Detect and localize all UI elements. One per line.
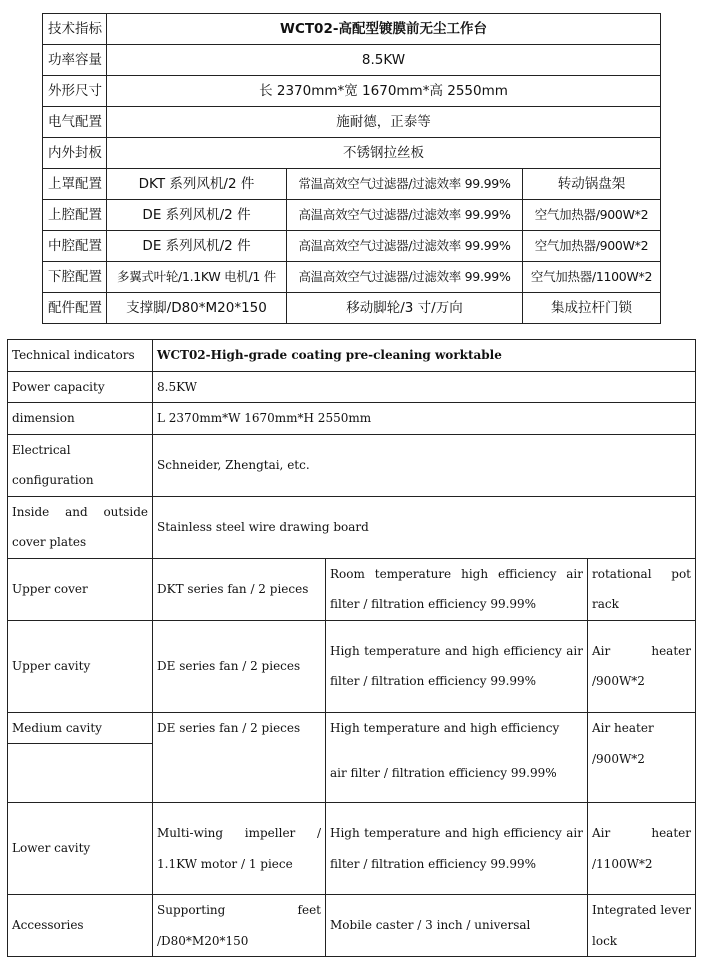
table-row [8,620,696,712]
table-row [43,138,661,169]
row-label: 中腔配置 [43,231,107,262]
row-label: Upper cover [8,558,153,620]
table-cell [153,744,326,803]
product-title: WCT02-High-grade coating pre-cleaning worktable [153,340,696,372]
table-row [8,496,696,558]
row-label: Medium cavity [8,712,153,744]
table-row [43,293,661,324]
table-cell: Room temperature high efficiency air filter / filtration efficiency 99.99% [326,558,588,620]
table-cell: DE series fan / 2 pieces [153,712,326,744]
table-cell: 空气加热器/900W*2 [523,200,661,231]
row-label: Power capacity [8,371,153,403]
row-label: 外形尺寸 [43,76,107,107]
table-row [8,434,696,496]
table-cell: Supporting feet /D80*M20*150 [153,895,326,957]
dimension-value: 长 2370mm*宽 1670mm*高 2550mm [107,76,661,107]
table-cell: Air heater [588,712,696,744]
table-cell: DKT series fan / 2 pieces [153,558,326,620]
table-cell: 高温高效空气过滤器/过滤效率 99.99% [287,262,523,293]
table-cell: Air heater /1100W*2 [588,803,696,895]
table-cell: 高温高效空气过滤器/过滤效率 99.99% [287,200,523,231]
table-row [43,262,661,293]
table-row [43,231,661,262]
row-label: Upper cavity [8,620,153,712]
table-cell: 高温高效空气过滤器/过滤效率 99.99% [287,231,523,262]
table-row [8,744,696,803]
row-label: 技术指标 [43,14,107,45]
table-cell: 空气加热器/1100W*2 [523,262,661,293]
table-cell: High temperature and high efficiency air filter / filtration efficiency 99.99% [326,803,588,895]
table-row [8,371,696,403]
table-cell: 常温高效空气过滤器/过滤效率 99.99% [287,169,523,200]
table-row [43,14,661,45]
power-value: 8.5KW [153,371,696,403]
row-label: Lower cavity [8,803,153,895]
table-cell [8,744,153,803]
table-cell: DE 系列风机/2 件 [107,231,287,262]
table-cell: 转动锅盘架 [523,169,661,200]
table-cell: DE 系列风机/2 件 [107,200,287,231]
chinese-spec-table [42,13,661,324]
table-cell: 多翼式叶轮/1.1KW 电机/1 件 [107,262,287,293]
row-label: 电气配置 [43,107,107,138]
table-cell: Integrated lever lock [588,895,696,957]
table-row [8,403,696,435]
table-row [43,45,661,76]
row-label: 上腔配置 [43,200,107,231]
table-row [43,169,661,200]
row-label: Accessories [8,895,153,957]
table-cell: 空气加热器/900W*2 [523,231,661,262]
electrical-value: Schneider, Zhengtai, etc. [153,434,696,496]
table-cell: High temperature and high efficiency air filter / filtration efficiency 99.99% [326,620,588,712]
table-cell: DE series fan / 2 pieces [153,620,326,712]
table-cell: Mobile caster / 3 inch / universal [326,895,588,957]
row-label: 功率容量 [43,45,107,76]
table-row [8,895,696,957]
row-label: 内外封板 [43,138,107,169]
table-row [8,340,696,372]
product-title: WCT02-高配型镀膜前无尘工作台 [107,14,661,45]
row-label: Electrical configuration [8,434,153,496]
power-value: 8.5KW [107,45,661,76]
dimension-value: L 2370mm*W 1670mm*H 2550mm [153,403,696,435]
table-row [43,76,661,107]
cover-plates-value: 不锈钢拉丝板 [107,138,661,169]
row-label: Inside and outside cover plates [8,496,153,558]
table-cell: air filter / filtration efficiency 99.99% [326,744,588,803]
table-row [8,712,696,744]
cover-plates-value: Stainless steel wire drawing board [153,496,696,558]
table-cell: DKT 系列风机/2 件 [107,169,287,200]
table-row [8,558,696,620]
table-row [43,200,661,231]
row-label: Technical indicators [8,340,153,372]
row-label: 上罩配置 [43,169,107,200]
table-cell: rotational pot rack [588,558,696,620]
table-cell: 移动脚轮/3 寸/万向 [287,293,523,324]
table-cell: Multi-wing impeller / 1.1KW motor / 1 piece [153,803,326,895]
row-label: 配件配置 [43,293,107,324]
table-cell: /900W*2 [588,744,696,803]
table-cell: Air heater /900W*2 [588,620,696,712]
table-row [8,803,696,895]
english-spec-table [7,339,696,957]
row-label: 下腔配置 [43,262,107,293]
row-label: dimension [8,403,153,435]
table-row [43,107,661,138]
table-cell: 支撑脚/D80*M20*150 [107,293,287,324]
electrical-value: 施耐德，正泰等 [107,107,661,138]
table-cell: 集成拉杆门锁 [523,293,661,324]
table-cell: High temperature and high efficiency [326,712,588,744]
